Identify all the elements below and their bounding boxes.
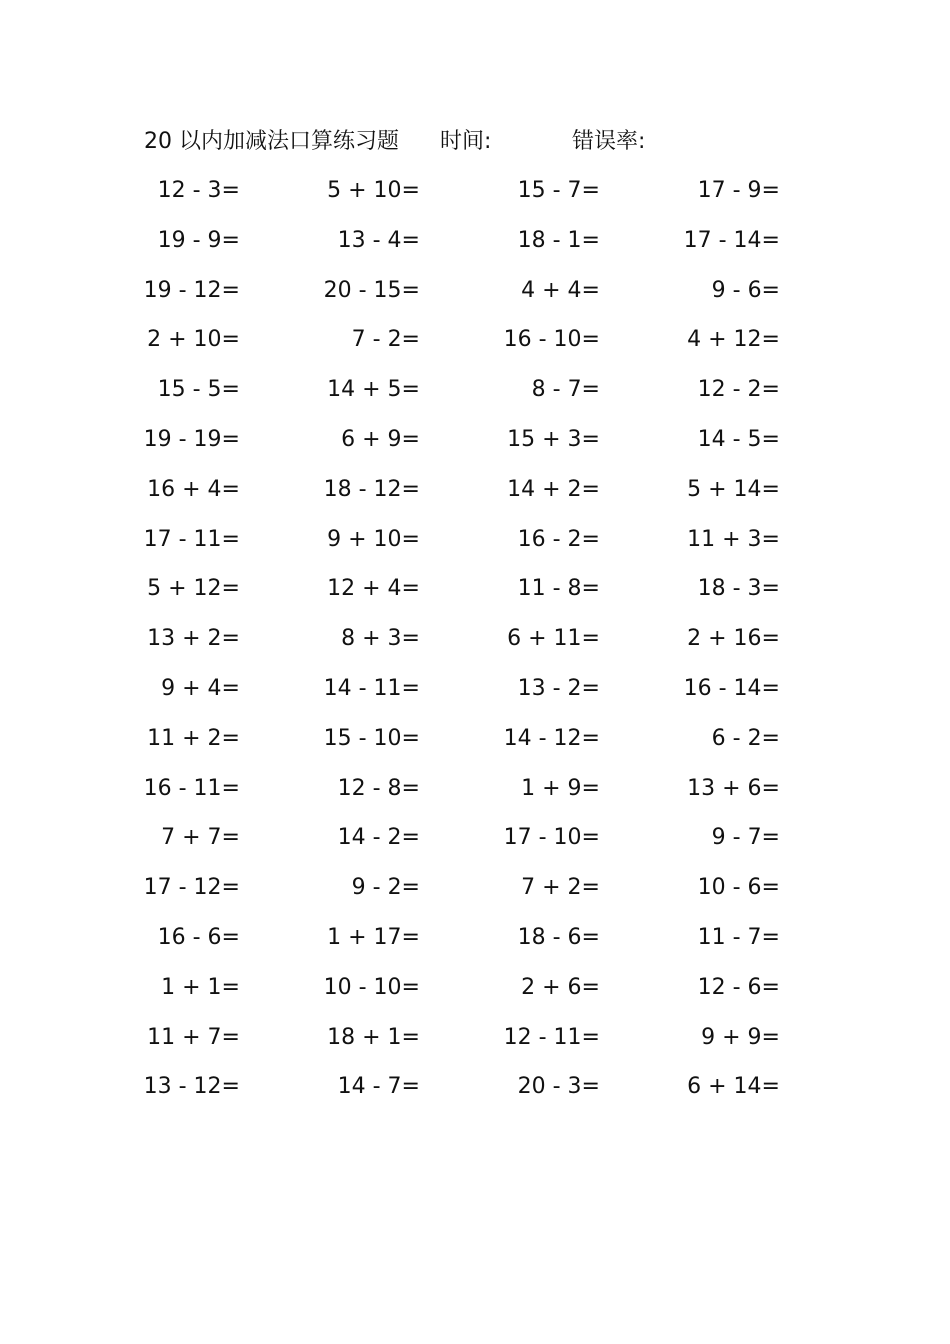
problem-item: 16 - 6= <box>157 924 240 950</box>
problem-item: 11 - 7= <box>697 924 780 950</box>
problem-item: 18 - 1= <box>517 227 600 253</box>
problem-item: 19 - 19= <box>143 426 240 452</box>
problem-item: 5 + 12= <box>147 576 240 602</box>
problem-item: 14 - 7= <box>337 1074 420 1100</box>
problem-item: 13 + 2= <box>147 626 240 652</box>
problem-item: 7 + 2= <box>521 875 600 901</box>
problem-item: 17 - 14= <box>683 227 780 253</box>
problem-item: 9 - 2= <box>351 875 420 901</box>
problem-row <box>0 469 950 519</box>
problem-item: 11 + 7= <box>147 1024 240 1050</box>
problem-row <box>0 1066 950 1116</box>
problem-item: 6 + 9= <box>341 426 420 452</box>
problem-item: 14 - 12= <box>503 725 600 751</box>
problem-item: 14 + 5= <box>327 377 420 403</box>
problem-item: 14 - 11= <box>323 675 420 701</box>
problem-row <box>0 220 950 270</box>
problem-item: 8 + 3= <box>341 626 420 652</box>
problem-row <box>0 519 950 569</box>
problem-item: 12 - 2= <box>697 377 780 403</box>
problem-item: 9 + 9= <box>701 1024 780 1050</box>
problem-item: 15 - 10= <box>323 725 420 751</box>
problem-row <box>0 668 950 718</box>
problem-item: 19 - 9= <box>157 227 240 253</box>
problem-item: 20 - 3= <box>517 1074 600 1100</box>
problem-item: 8 - 7= <box>531 377 600 403</box>
time-label: 时间: <box>440 129 492 154</box>
problem-item: 2 + 10= <box>147 327 240 353</box>
problem-item: 2 + 6= <box>521 974 600 1000</box>
problem-row <box>0 319 950 369</box>
problem-item: 15 - 5= <box>157 377 240 403</box>
problem-item: 11 + 2= <box>147 725 240 751</box>
problem-row <box>0 1017 950 1067</box>
problem-grid <box>0 170 950 1116</box>
problem-item: 16 - 11= <box>143 775 240 801</box>
problem-item: 17 - 9= <box>697 178 780 203</box>
problem-row <box>0 568 950 618</box>
problem-item: 6 + 14= <box>687 1074 780 1100</box>
problem-item: 13 - 12= <box>143 1074 240 1100</box>
problem-row <box>0 768 950 818</box>
problem-item: 16 - 2= <box>517 526 600 552</box>
problem-item: 5 + 10= <box>327 178 420 203</box>
problem-item: 13 - 4= <box>337 227 420 253</box>
problem-row <box>0 618 950 668</box>
problem-item: 12 - 6= <box>697 974 780 1000</box>
problem-item: 1 + 17= <box>327 924 420 950</box>
worksheet-header <box>144 124 844 160</box>
problem-item: 11 - 8= <box>517 576 600 602</box>
problem-item: 11 + 3= <box>687 526 780 552</box>
problem-item: 14 - 5= <box>697 426 780 452</box>
problem-row <box>0 967 950 1017</box>
problem-item: 16 + 4= <box>147 476 240 502</box>
problem-item: 18 - 6= <box>517 924 600 950</box>
problem-row <box>0 917 950 967</box>
problem-row <box>0 718 950 768</box>
problem-item: 17 - 10= <box>503 825 600 851</box>
problem-item: 19 - 12= <box>143 277 240 303</box>
problem-item: 17 - 11= <box>143 526 240 552</box>
problem-item: 18 - 12= <box>323 476 420 502</box>
problem-item: 1 + 9= <box>521 775 600 801</box>
problem-item: 13 + 6= <box>687 775 780 801</box>
problem-row <box>0 817 950 867</box>
problem-item: 12 - 3= <box>157 178 240 203</box>
problem-item: 18 - 3= <box>697 576 780 602</box>
error-rate-label: 错误率: <box>572 129 646 154</box>
problem-item: 15 - 7= <box>517 178 600 203</box>
problem-row <box>0 270 950 320</box>
problem-item: 10 - 6= <box>697 875 780 901</box>
problem-item: 2 + 16= <box>687 626 780 652</box>
worksheet-title: 20 以内加减法口算练习题 <box>144 129 399 154</box>
problem-item: 16 - 10= <box>503 327 600 353</box>
problem-row <box>0 369 950 419</box>
problem-item: 7 + 7= <box>161 825 240 851</box>
problem-row <box>0 867 950 917</box>
problem-item: 15 + 3= <box>507 426 600 452</box>
problem-item: 10 - 10= <box>323 974 420 1000</box>
problem-item: 12 - 11= <box>503 1024 600 1050</box>
problem-item: 14 + 2= <box>507 476 600 502</box>
problem-item: 5 + 14= <box>687 476 780 502</box>
problem-item: 4 + 12= <box>687 327 780 353</box>
problem-item: 20 - 15= <box>323 277 420 303</box>
problem-item: 12 - 8= <box>337 775 420 801</box>
problem-item: 12 + 4= <box>327 576 420 602</box>
problem-item: 9 + 4= <box>161 675 240 701</box>
problem-row <box>0 419 950 469</box>
problem-item: 4 + 4= <box>521 277 600 303</box>
problem-row <box>0 170 950 220</box>
problem-item: 6 - 2= <box>711 725 780 751</box>
problem-item: 16 - 14= <box>683 675 780 701</box>
problem-item: 7 - 2= <box>351 327 420 353</box>
problem-item: 9 - 7= <box>711 825 780 851</box>
problem-item: 18 + 1= <box>327 1024 420 1050</box>
problem-item: 9 + 10= <box>327 526 420 552</box>
problem-item: 9 - 6= <box>711 277 780 303</box>
problem-item: 6 + 11= <box>507 626 600 652</box>
problem-item: 14 - 2= <box>337 825 420 851</box>
problem-item: 17 - 12= <box>143 875 240 901</box>
problem-item: 13 - 2= <box>517 675 600 701</box>
problem-item: 1 + 1= <box>161 974 240 1000</box>
